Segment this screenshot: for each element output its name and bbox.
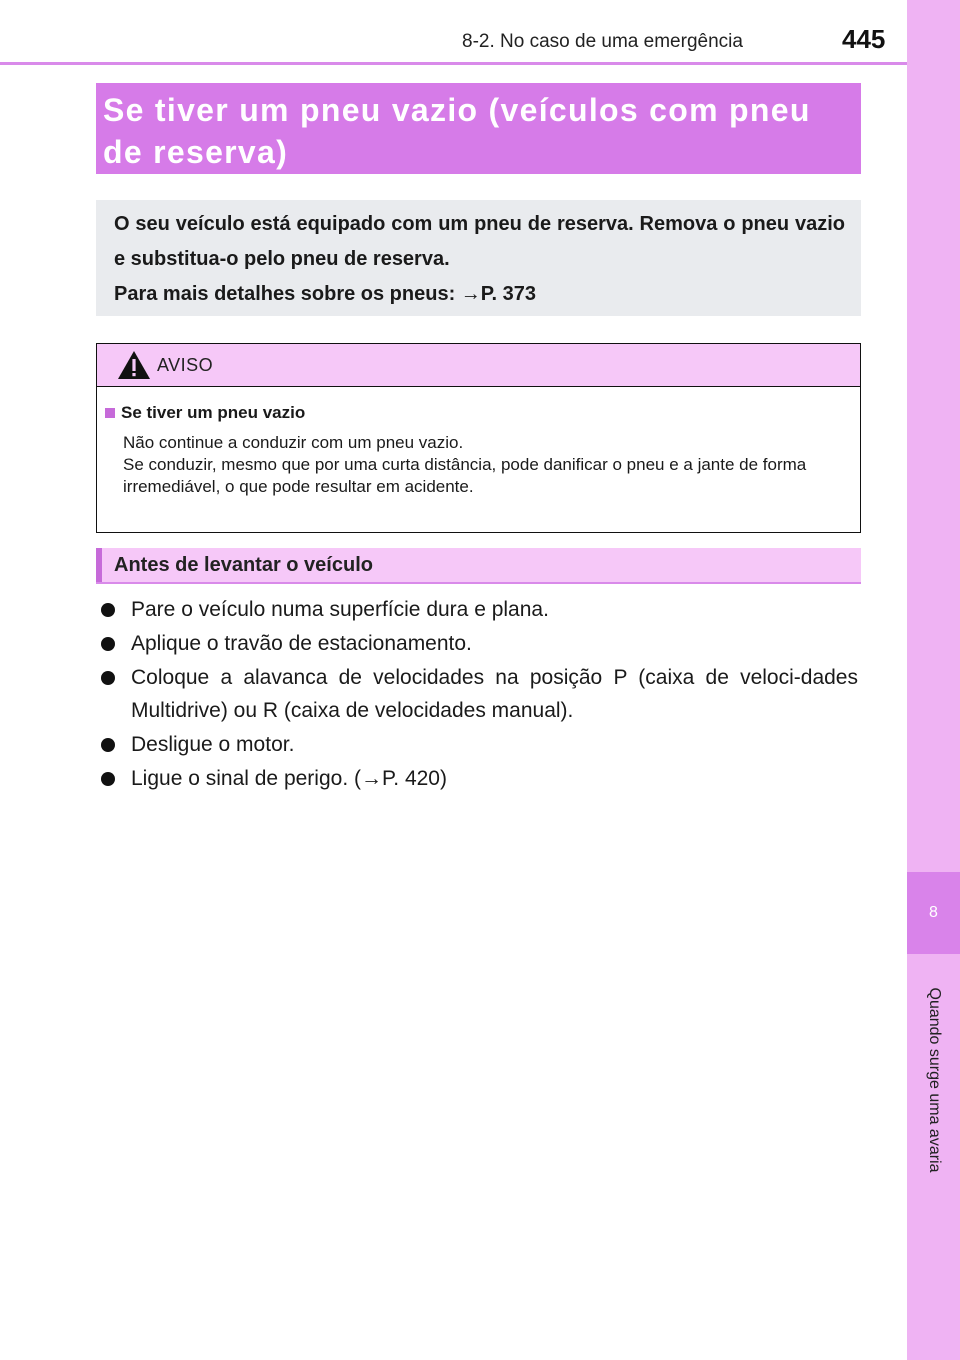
bullet-dot-icon <box>101 772 115 786</box>
warning-header <box>97 344 860 387</box>
page-title: Se tiver um pneu vazio (veículos com pneu de reserva) <box>103 92 811 170</box>
square-bullet-icon <box>105 408 115 418</box>
list-item <box>98 593 858 626</box>
title-banner <box>96 83 861 174</box>
list-item-text: Aplique o travão de estacionamento. <box>131 632 472 655</box>
list-item <box>98 728 858 761</box>
intro-reference: Para mais detalhes sobre os pneus: →P. 373 <box>114 283 537 305</box>
page-number: 445 <box>842 24 886 54</box>
bullet-dot-icon <box>101 603 115 617</box>
list-item <box>98 762 858 795</box>
warning-title: AVISO <box>157 354 214 375</box>
intro-box <box>96 200 861 316</box>
list-item <box>98 627 858 660</box>
warning-triangle-icon <box>117 350 151 380</box>
list-item-text: Desligue o motor. <box>131 733 295 756</box>
intro-text: O seu veículo está equipado com um pneu de reserva. Remova o pneu vazio e substitua-o pelo pneu de reserva. <box>114 213 845 270</box>
warning-text <box>123 432 848 498</box>
subsection-heading <box>96 548 861 584</box>
list-item-text: Pare o veículo numa superfície dura e plana. <box>131 598 549 621</box>
warning-text-line-1: Não continue a conduzir com um pneu vazio. <box>123 433 464 452</box>
list-item-text: Ligue o sinal de perigo. (→P. 420) <box>131 767 447 790</box>
list-item-text: Coloque a alavanca de velocidades na posição P (caixa de veloci-dades Multidrive) ou R (caixa de velocidades manual). <box>131 666 858 722</box>
bullet-dot-icon <box>101 738 115 752</box>
warning-text-line-2: Se conduzir, mesmo que por uma curta distância, pode danificar o pneu e a jante de forma irremediável, o que pode resultar em acidente. <box>123 455 807 496</box>
chapter-title: Quando surge uma avaria <box>926 987 943 1173</box>
steps-list <box>98 593 858 796</box>
header-divider <box>0 62 907 65</box>
chapter-number: 8 <box>907 872 960 954</box>
warning-body <box>97 387 860 498</box>
warning-box <box>96 343 861 533</box>
bullet-dot-icon <box>101 671 115 685</box>
section-reference: 8-2. No caso de uma emergência <box>462 31 743 52</box>
list-item <box>98 661 858 727</box>
subsection-accent-bar <box>96 548 102 582</box>
warning-subheading-text: Se tiver um pneu vazio <box>121 403 306 422</box>
subsection-title: Antes de levantar o veículo <box>114 554 373 576</box>
warning-subheading <box>105 403 848 423</box>
bullet-dot-icon <box>101 637 115 651</box>
